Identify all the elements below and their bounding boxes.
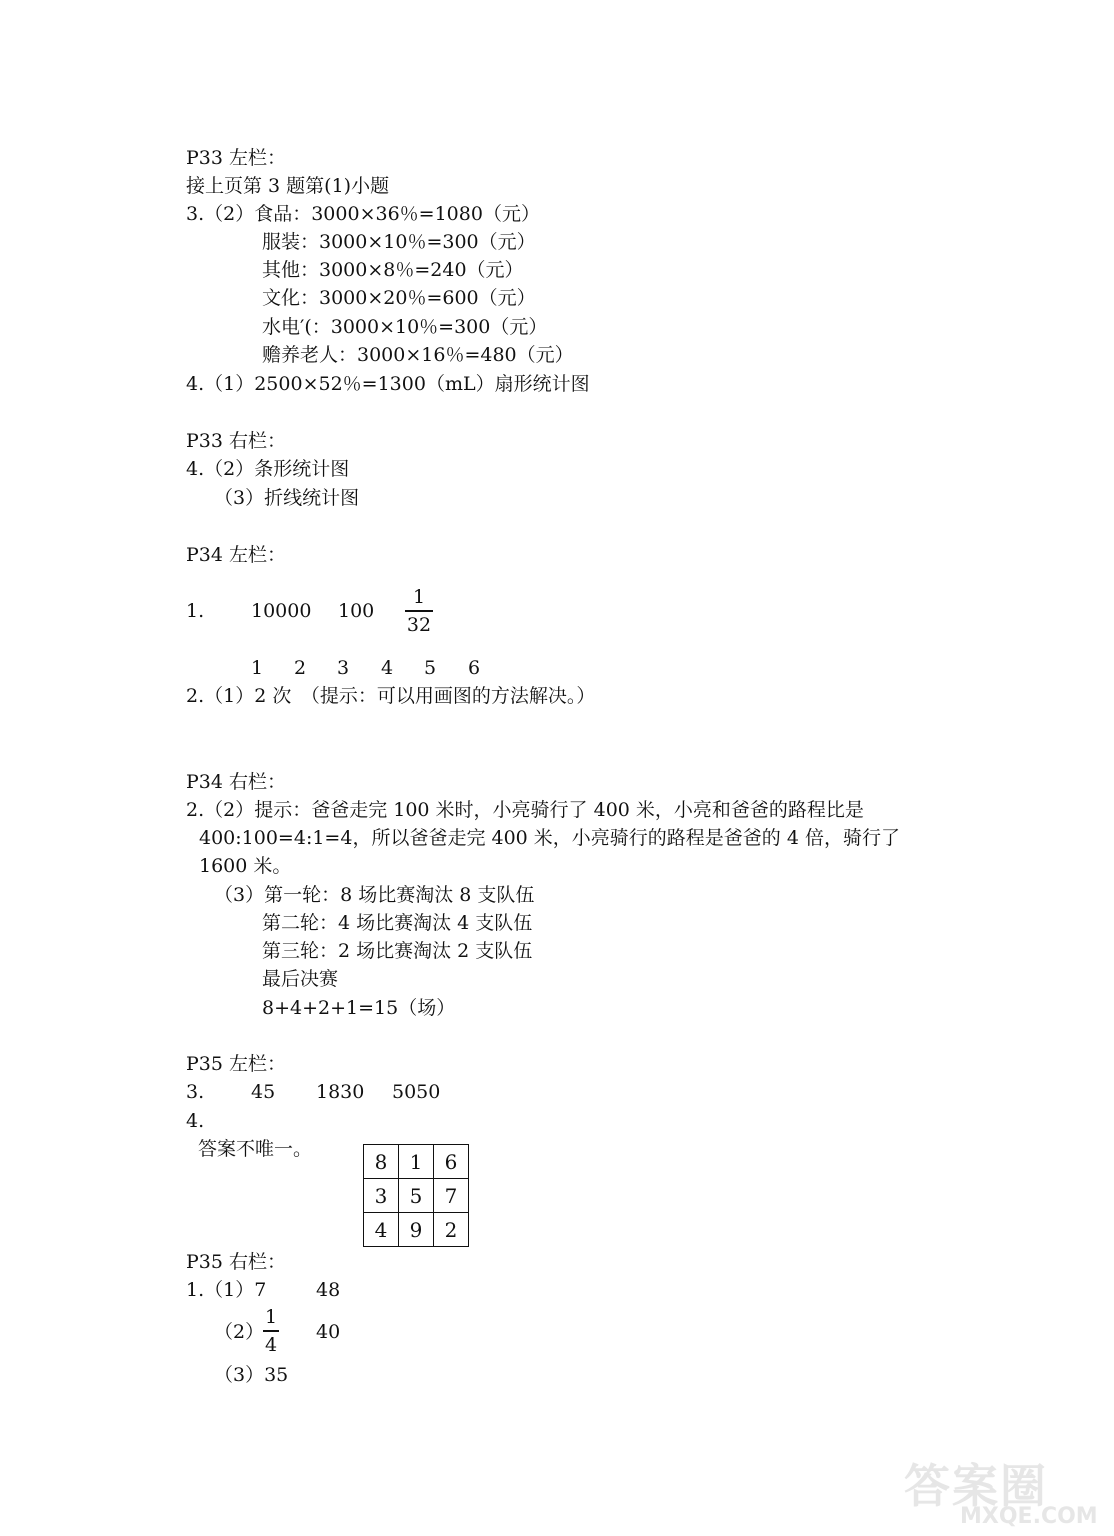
answer-line: （3）35 xyxy=(214,1364,289,1386)
magic-square-cell: 6 xyxy=(434,1145,469,1179)
row-value: 3 xyxy=(337,657,350,679)
magic-square-row xyxy=(364,1179,469,1213)
section-header-p35-left: P35 左栏： xyxy=(186,1053,287,1075)
row-value: 4 xyxy=(381,657,394,679)
fraction-bar xyxy=(405,610,433,612)
section-header-p34-left: P34 左栏： xyxy=(186,544,287,566)
answer-line: 2.（2）提示：爸爸走完 100 米时，小亮骑行了 400 米，小亮和爸爸的路程比是 xyxy=(186,799,864,821)
answer-line: （3）第一轮：8 场比赛淘汰 8 支队伍 xyxy=(214,884,535,906)
watermark-url: MXQE.COM xyxy=(960,1504,1098,1529)
question-number: 4. xyxy=(186,1110,205,1132)
section-header-p35-right: P35 右栏： xyxy=(186,1251,287,1273)
magic-square-row xyxy=(364,1145,469,1179)
section-header-p33-right: P33 右栏： xyxy=(186,430,287,452)
answer-line: （2） xyxy=(214,1321,265,1343)
magic-square-cell: 8 xyxy=(364,1145,399,1179)
answer-line: 8+4+2+1=15（场） xyxy=(262,997,456,1019)
fraction xyxy=(405,586,433,636)
answer-value: 10000 xyxy=(251,600,312,622)
magic-square xyxy=(363,1144,469,1247)
fraction-bar xyxy=(263,1330,279,1332)
answer-line: 服装：3000×10％=300（元） xyxy=(262,231,536,253)
section-header-p33-left: P33 左栏： xyxy=(186,147,287,169)
answer-value: 45 xyxy=(251,1081,276,1103)
magic-square-cell: 7 xyxy=(434,1179,469,1213)
fraction xyxy=(263,1306,279,1356)
answer-value: 1830 xyxy=(316,1081,365,1103)
magic-square-cell: 5 xyxy=(399,1179,434,1213)
fraction-numerator: 1 xyxy=(412,586,426,608)
answer-line: 400:100=4:1=4，所以爸爸走完 400 米，小亮骑行的路程是爸爸的 4 倍，骑行了 xyxy=(199,827,900,849)
fraction-denominator: 4 xyxy=(264,1334,278,1356)
row-value: 5 xyxy=(424,657,437,679)
answer-value: 48 xyxy=(316,1279,341,1301)
answer-value: 100 xyxy=(338,600,375,622)
fraction-numerator: 1 xyxy=(264,1306,278,1328)
watermark-logo xyxy=(904,1450,1104,1530)
fraction-denominator: 32 xyxy=(406,614,432,636)
answer-value: 40 xyxy=(316,1321,341,1343)
magic-square-cell: 4 xyxy=(364,1213,399,1247)
answer-line: 第三轮：2 场比赛淘汰 2 支队伍 xyxy=(262,940,533,962)
row-value: 1 xyxy=(251,657,264,679)
magic-square-cell: 9 xyxy=(399,1213,434,1247)
row-value: 2 xyxy=(294,657,307,679)
magic-square-cell: 2 xyxy=(434,1213,469,1247)
intro-line: 接上页第 3 题第(1)小题 xyxy=(186,175,390,197)
note-text: 答案不唯一。 xyxy=(198,1138,313,1160)
answer-line: 赡养老人：3000×16％=480（元） xyxy=(262,344,574,366)
answer-line: 文化：3000×20％=600（元） xyxy=(262,287,536,309)
answer-line: 1600 米。 xyxy=(199,855,292,877)
answer-line: （3）折线统计图 xyxy=(214,487,360,509)
magic-square-row xyxy=(364,1213,469,1247)
answer-line: 4.（2）条形统计图 xyxy=(186,458,350,480)
answer-line: 最后决赛 xyxy=(262,968,339,990)
answer-line: 4.（1）2500×52％=1300（mL）扇形统计图 xyxy=(186,373,590,395)
answer-value: 5050 xyxy=(392,1081,441,1103)
question-number: 1. xyxy=(186,600,205,622)
answer-line: 其他：3000×8％=240（元） xyxy=(262,259,524,281)
answer-line: 3.（2）食品：3000×36％=1080（元） xyxy=(186,203,540,225)
answer-line: 2.（1）2 次 （提示：可以用画图的方法解决。） xyxy=(186,685,596,707)
section-header-p34-right: P34 右栏： xyxy=(186,771,287,793)
magic-square-cell: 3 xyxy=(364,1179,399,1213)
answer-line: 1.（1）7 xyxy=(186,1279,267,1301)
answer-line: 水电′(：3000×10％=300（元） xyxy=(262,316,548,338)
watermark-text: 答案圈 xyxy=(904,1459,1048,1513)
row-value: 6 xyxy=(468,657,481,679)
magic-square-cell: 1 xyxy=(399,1145,434,1179)
answer-line: 第二轮：4 场比赛淘汰 4 支队伍 xyxy=(262,912,533,934)
question-number: 3. xyxy=(186,1081,205,1103)
